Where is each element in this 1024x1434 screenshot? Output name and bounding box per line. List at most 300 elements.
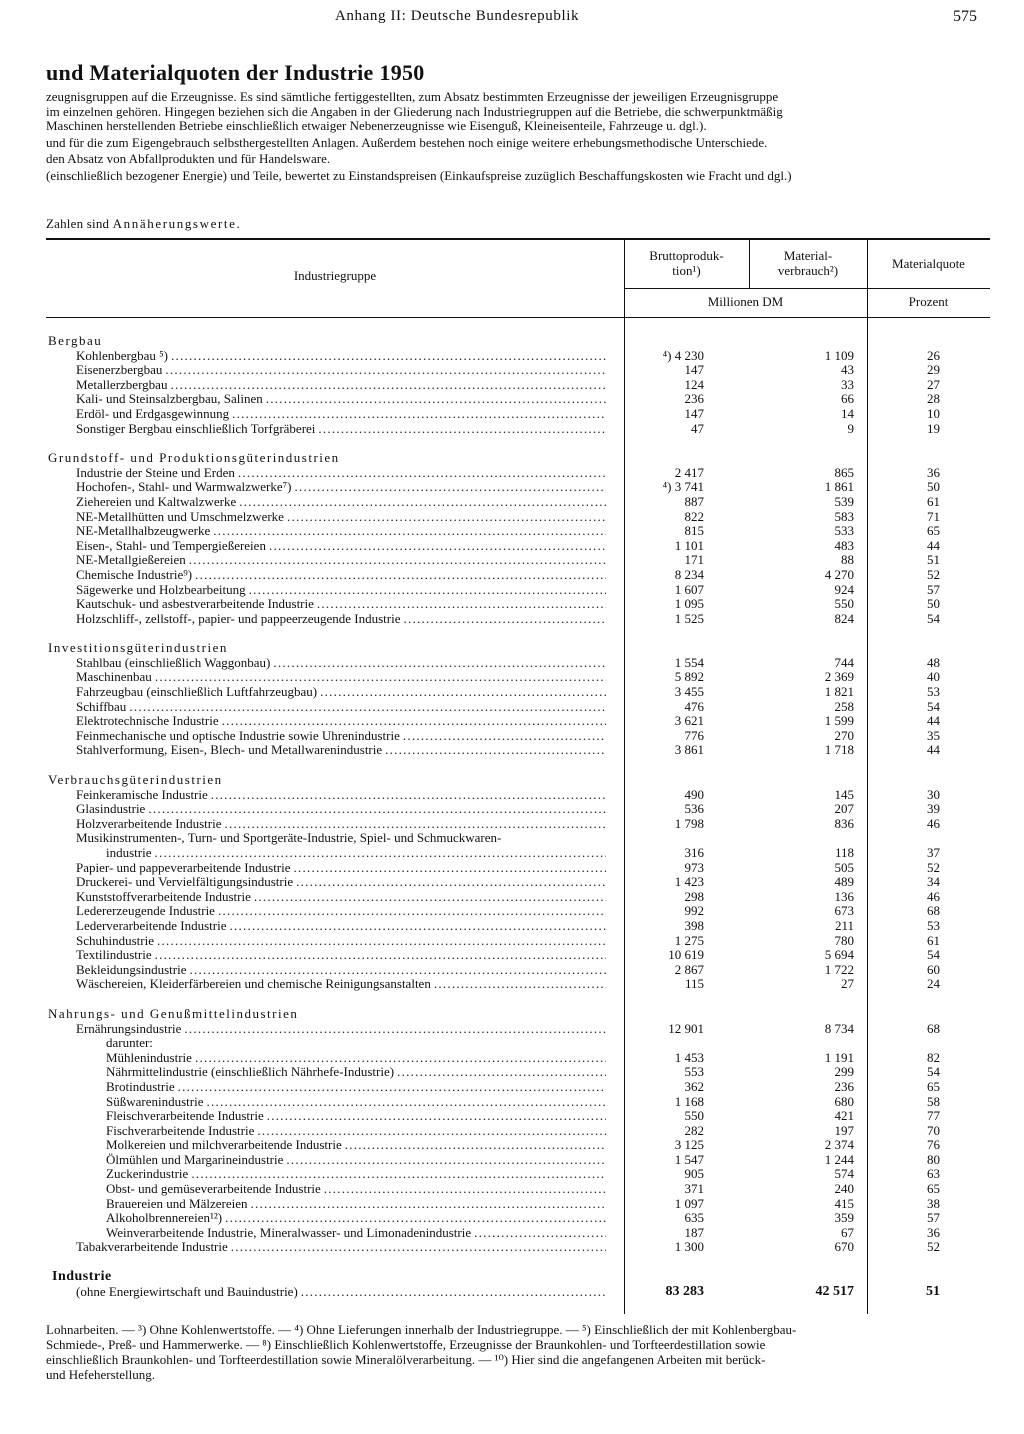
leader-dots <box>266 392 606 407</box>
leader-dots <box>434 977 606 992</box>
leader-dots <box>195 1051 606 1066</box>
row-label <box>76 729 606 744</box>
leader-dots <box>184 1022 606 1037</box>
row-label <box>106 1153 606 1168</box>
leader-dots <box>206 1095 606 1110</box>
row-label-text: Nahrungs- und Genußmittelindustrien <box>48 1006 299 1021</box>
page-title: und Materialquoten der Industrie 1950 <box>46 60 425 85</box>
bruttoproduktion-value: 550 <box>684 1108 704 1124</box>
row-label <box>76 568 606 583</box>
leader-dots <box>317 597 606 612</box>
row-label <box>76 378 606 393</box>
row-label <box>48 773 578 788</box>
table-row <box>46 1080 990 1095</box>
intro-line: im einzelnen gehören. Hingegen beziehen sich die Angaben in der Gliederung nach Industriegruppen auf die Betriebe, die schwerpunktmäßig <box>46 104 783 119</box>
table-body <box>46 334 990 1299</box>
bruttoproduktion-value: 490 <box>684 786 704 802</box>
row-label <box>106 1051 606 1066</box>
row-label-text: Stahlverformung, Eisen-, Blech- und Metallwarenindustrie <box>76 743 383 758</box>
materialverbrauch-value: 236 <box>834 1078 854 1094</box>
materialverbrauch-value: 421 <box>834 1108 854 1124</box>
row-label-text: Feinmechanische und optische Industrie sowie Uhrenindustrie <box>76 728 400 743</box>
footnote-line: einschließlich Braunkohlen- und Torfteerdestillation sowie Mineralölverarbeitung. — ¹⁰) Hier sind die angefangenen Arbeiten mit berück- <box>46 1352 766 1367</box>
materialquote-value: 39 <box>927 801 940 817</box>
materialquote-value: 61 <box>927 493 940 509</box>
materialquote-value: 30 <box>927 786 940 802</box>
row-label <box>76 583 606 598</box>
materialverbrauch-value: 483 <box>834 537 854 553</box>
materialverbrauch-value: 583 <box>834 508 854 524</box>
leader-dots <box>155 846 607 861</box>
row-label <box>106 1080 606 1095</box>
row-label <box>106 1182 606 1197</box>
bruttoproduktion-value: 2 417 <box>674 464 704 480</box>
bruttoproduktion-value: 187 <box>684 1224 704 1240</box>
table-row <box>46 817 990 832</box>
materialquote-value: 46 <box>927 815 940 831</box>
row-label <box>76 363 606 378</box>
row-label <box>76 349 606 364</box>
materialquote-value: 52 <box>927 859 940 875</box>
materialquote-value: 27 <box>927 376 940 392</box>
materialverbrauch-value: 1 191 <box>824 1049 854 1065</box>
row-label-text: Kali- und Steinsalzbergbau, Salinen <box>76 392 263 407</box>
bruttoproduktion-value: 3 455 <box>674 684 704 700</box>
row-label <box>76 685 606 700</box>
bruttoproduktion-value: 1 275 <box>674 932 704 948</box>
leader-dots <box>195 568 606 583</box>
leader-dots <box>404 612 607 627</box>
intro-text <box>46 90 991 184</box>
intro-line: den Absatz von Abfallprodukten und für Handelsware. <box>46 152 331 167</box>
table-row <box>46 597 990 612</box>
row-label <box>76 714 606 729</box>
row-label-text: Feinkeramische Industrie <box>76 787 208 802</box>
materialverbrauch-value: 744 <box>834 654 854 670</box>
leader-dots <box>257 1124 606 1139</box>
table-row <box>46 788 990 803</box>
bruttoproduktion-value: 776 <box>684 727 704 743</box>
materialverbrauch-value: 145 <box>834 786 854 802</box>
materialquote-value: 24 <box>927 976 940 992</box>
materialquote-value: 36 <box>927 1224 940 1240</box>
bruttoproduktion-value: 822 <box>684 508 704 524</box>
materialverbrauch-value: 359 <box>834 1210 854 1226</box>
leader-dots <box>170 378 606 393</box>
materialquote-value: 35 <box>927 727 940 743</box>
row-label <box>52 1270 582 1285</box>
materialquote-value: 57 <box>927 1210 940 1226</box>
row-label <box>76 875 606 890</box>
materialverbrauch-value: 4 270 <box>824 566 854 582</box>
materialverbrauch-value: 539 <box>834 493 854 509</box>
row-label-text: Ölmühlen und Margarineindustrie <box>106 1152 284 1167</box>
leader-dots <box>155 948 606 963</box>
leader-dots <box>397 1065 606 1080</box>
row-label <box>48 334 578 349</box>
materialverbrauch-value: 673 <box>834 903 854 919</box>
table-row <box>46 1109 990 1124</box>
row-label <box>76 802 606 817</box>
bruttoproduktion-value: 1 453 <box>674 1049 704 1065</box>
materialverbrauch-value: 1 722 <box>824 961 854 977</box>
materialverbrauch-value: 66 <box>841 391 854 407</box>
row-label-text: Ziehereien und Kaltwalzwerke <box>76 494 237 509</box>
materialverbrauch-value: 240 <box>834 1181 854 1197</box>
bruttoproduktion-value: 887 <box>684 493 704 509</box>
table-row <box>46 1197 990 1212</box>
row-label-text: NE-Metallhütten und Umschmelzwerke <box>76 509 284 524</box>
row-label <box>76 788 606 803</box>
materialquote-value: 51 <box>926 1283 940 1299</box>
materialverbrauch-value: 489 <box>834 874 854 890</box>
leader-dots <box>294 861 606 876</box>
row-label-text: NE-Metallhalbzeugwerke <box>76 524 211 539</box>
row-label <box>76 480 606 495</box>
row-label-text: Textilindustrie <box>76 948 152 963</box>
bruttoproduktion-value: 1 554 <box>674 654 704 670</box>
row-label-text: Industrie der Steine und Erden <box>76 465 235 480</box>
row-label <box>76 919 606 934</box>
bruttoproduktion-value: 398 <box>684 917 704 933</box>
materialverbrauch-value: 299 <box>834 1064 854 1080</box>
row-label-text: Molkereien und milchverarbeitende Industrie <box>106 1138 342 1153</box>
row-label-text: Weinverarbeitende Industrie, Mineralwasser- und Limonadenindustrie <box>106 1225 472 1240</box>
materialquote-value: 80 <box>927 1151 940 1167</box>
bruttoproduktion-value: 553 <box>684 1064 704 1080</box>
materialverbrauch-value: 270 <box>834 727 854 743</box>
materialquote-value: 54 <box>927 1064 940 1080</box>
row-label-text: Mühlenindustrie <box>106 1050 192 1065</box>
materialquote-value: 44 <box>927 713 940 729</box>
leader-dots <box>165 363 606 378</box>
row-label <box>76 466 606 481</box>
table-row <box>46 743 990 758</box>
row-label <box>106 1065 606 1080</box>
row-label-text: Sägewerke und Holzbearbeitung <box>76 582 246 597</box>
materialquote-value: 29 <box>927 362 940 378</box>
bruttoproduktion-value: 371 <box>684 1181 704 1197</box>
row-label-text: Holzverarbeitende Industrie <box>76 816 222 831</box>
table-row <box>46 349 990 364</box>
materialverbrauch-value: 550 <box>834 596 854 612</box>
table-row <box>46 714 990 729</box>
unit-prozent: Prozent <box>908 294 949 309</box>
bruttoproduktion-value: 1 547 <box>674 1151 704 1167</box>
category-row <box>46 334 990 349</box>
materialquote-value: 57 <box>927 581 940 597</box>
materialquote-value: 65 <box>927 1078 940 1094</box>
table-row <box>46 685 990 700</box>
table-row <box>46 480 990 495</box>
row-label <box>48 451 578 466</box>
leader-dots <box>171 349 606 364</box>
row-label-text: Chemische Industrie⁹) <box>76 567 193 582</box>
row-label-text: Schuhindustrie <box>76 933 154 948</box>
materialquote-value: 34 <box>927 874 940 890</box>
materialquote-value: 46 <box>927 888 940 904</box>
leader-dots <box>190 963 607 978</box>
bruttoproduktion-value: 3 861 <box>674 742 704 758</box>
table-row <box>46 1022 990 1037</box>
bruttoproduktion-value: 282 <box>684 1122 704 1138</box>
row-label-text: Bergbau <box>48 334 103 348</box>
materialquote-value: 53 <box>927 917 940 933</box>
row-label-text: Eisen-, Stahl- und Tempergießereien <box>76 538 266 553</box>
leader-dots <box>189 553 606 568</box>
row-label-text: (ohne Energiewirtschaft und Bauindustrie) <box>76 1284 298 1299</box>
row-label <box>76 1240 606 1255</box>
bruttoproduktion-value: 171 <box>684 552 704 568</box>
row-label-text: Lederverarbeitende Industrie <box>76 918 227 933</box>
leader-dots <box>301 1285 606 1300</box>
row-label-text: Papier- und pappeverarbeitende Industrie <box>76 860 291 875</box>
materialquote-value: 10 <box>927 405 940 421</box>
row-label <box>106 1109 606 1124</box>
materialquote-value: 54 <box>927 610 940 626</box>
materialquote-value: 54 <box>927 698 940 714</box>
materialverbrauch-value: 924 <box>834 581 854 597</box>
materialquote-value: 51 <box>927 552 940 568</box>
leader-dots <box>191 1167 606 1182</box>
header-bottom-rule <box>46 317 990 318</box>
row-label-text: NE-Metallgießereien <box>76 553 186 568</box>
running-title: Anhang II: Deutsche Bundesrepublik <box>335 8 580 24</box>
table-row <box>46 1285 990 1300</box>
row-label <box>76 407 606 422</box>
row-label-text: Ledererzeugende Industrie <box>76 904 215 919</box>
table-top-rule <box>46 238 990 240</box>
row-label <box>76 524 606 539</box>
materialquote-value: 19 <box>927 420 940 436</box>
leader-dots <box>295 480 606 495</box>
row-label-text: Fischverarbeitende Industrie <box>106 1123 255 1138</box>
materialverbrauch-value: 780 <box>834 932 854 948</box>
materialverbrauch-value: 14 <box>841 405 854 421</box>
row-label-text: Tabakverarbeitende Industrie <box>76 1240 228 1255</box>
leader-dots <box>213 524 606 539</box>
table-row <box>46 407 990 422</box>
materialverbrauch-value: 8 734 <box>824 1020 854 1036</box>
materialquote-value: 44 <box>927 742 940 758</box>
row-label-text: Verbrauchsgüterindustrien <box>48 773 223 788</box>
materialverbrauch-value: 197 <box>834 1122 854 1138</box>
industry-table <box>46 238 990 1318</box>
category-row <box>46 1007 990 1022</box>
bruttoproduktion-value: 10 619 <box>668 947 704 963</box>
leader-dots <box>318 422 606 437</box>
row-label <box>106 1124 606 1139</box>
materialquote-value: 58 <box>927 1093 940 1109</box>
materialverbrauch-value: 670 <box>834 1239 854 1255</box>
materialverbrauch-value: 9 <box>847 420 854 436</box>
leader-dots <box>320 685 606 700</box>
leader-dots <box>129 700 606 715</box>
bruttoproduktion-value: 316 <box>684 845 704 860</box>
bruttoproduktion-value: 12 901 <box>668 1020 704 1036</box>
materialverbrauch-value: 505 <box>834 859 854 875</box>
row-label-text: Brotindustrie <box>106 1079 175 1094</box>
header-materialverbrauch-line2: verbrauch²) <box>777 263 839 278</box>
row-label <box>76 831 606 846</box>
bruttoproduktion-value: 298 <box>684 888 704 904</box>
row-label-text: Glasindustrie <box>76 802 146 817</box>
materialverbrauch-value: 2 369 <box>824 669 854 685</box>
bruttoproduktion-value: 815 <box>684 523 704 539</box>
materialverbrauch-value: 136 <box>834 888 854 904</box>
header-bruttoproduktion-line2: tion¹) <box>672 263 701 278</box>
bruttoproduktion-value: 83 283 <box>665 1283 704 1299</box>
leader-dots <box>232 407 606 422</box>
row-label <box>48 641 578 656</box>
table-row <box>46 934 990 949</box>
row-label-text: Erdöl- und Erdgasgewinnung <box>76 406 230 421</box>
leader-dots <box>224 817 606 832</box>
bruttoproduktion-value: 1 300 <box>674 1239 704 1255</box>
row-label <box>76 861 606 876</box>
materialverbrauch-value: 415 <box>834 1195 854 1211</box>
bruttoproduktion-value: 1 798 <box>674 815 704 831</box>
bruttoproduktion-value: 47 <box>691 420 704 436</box>
row-label-text: darunter: <box>106 1036 153 1051</box>
materialverbrauch-value: 574 <box>834 1166 854 1182</box>
row-label <box>76 904 606 919</box>
intro-line: zeugnisgruppen auf die Erzeugnisse. Es sind sämtliche fertiggestellten, zum Absatz bestimmten Erzeugnisse der jeweiligen Erzeugnisgruppe <box>46 90 779 104</box>
leader-dots <box>267 1109 606 1124</box>
bruttoproduktion-value: 635 <box>684 1210 704 1226</box>
leader-dots <box>286 1153 606 1168</box>
materialquote-value: 71 <box>927 508 940 524</box>
table-row <box>46 802 990 817</box>
leader-dots <box>324 1182 606 1197</box>
table-row <box>46 1182 990 1197</box>
leader-dots <box>273 656 606 671</box>
row-label-text: Fleischverarbeitende Industrie <box>106 1109 264 1124</box>
row-label-text: Schiffbau <box>76 699 127 714</box>
row-label <box>76 890 606 905</box>
table-row <box>46 1153 990 1168</box>
intro-line: und für die zum Eigengebrauch selbsthergestellten Anlagen. Außerdem bestehen noch einige weitere erhebungsmethodische Unterschiede. <box>46 135 768 150</box>
table-row <box>46 363 990 378</box>
table-row <box>46 729 990 744</box>
materialverbrauch-value: 258 <box>834 698 854 714</box>
table-row <box>46 963 990 978</box>
page-number: 575 <box>953 8 977 25</box>
table-row <box>46 1036 990 1051</box>
bruttoproduktion-value: 5 892 <box>674 669 704 685</box>
materialquote-value: 54 <box>927 947 940 963</box>
table-row <box>46 948 990 963</box>
materialverbrauch-value: 42 517 <box>815 1283 854 1299</box>
table-row <box>46 1124 990 1139</box>
row-label <box>76 670 606 685</box>
table-row <box>46 1226 990 1241</box>
materialquote-value: 40 <box>927 669 940 685</box>
row-label-text: Bekleidungsindustrie <box>76 962 187 977</box>
materialquote-value: 70 <box>927 1122 940 1138</box>
row-label-text: Zuckerindustrie <box>106 1167 189 1182</box>
row-label-text: Ernährungsindustrie <box>76 1021 182 1036</box>
row-label <box>76 656 606 671</box>
leader-dots <box>178 1080 606 1095</box>
leader-dots <box>403 729 606 744</box>
table-row <box>46 831 990 846</box>
row-label <box>76 934 606 949</box>
materialverbrauch-value: 824 <box>834 610 854 626</box>
table-row <box>46 1240 990 1255</box>
footnote-line: Lohnarbeiten. — ³) Ohne Kohlenwertstoffe. — ⁴) Ohne Lieferungen innerhalb der Industriegruppe. — ⁵) Einschließlich der mit Kohlenbergbau- <box>46 1322 797 1337</box>
materialquote-value: 48 <box>927 654 940 670</box>
leader-dots <box>269 539 606 554</box>
materialverbrauch-value: 2 374 <box>824 1137 854 1153</box>
table-row <box>46 861 990 876</box>
materialverbrauch-value: 865 <box>834 464 854 480</box>
row-label-text: Druckerei- und Vervielfältigungsindustrie <box>76 875 294 890</box>
bruttoproduktion-value: 3 125 <box>674 1137 704 1153</box>
row-label <box>76 553 606 568</box>
row-label-text: Nährmittelindustrie (einschließlich Nährhefe-Industrie) <box>106 1065 395 1080</box>
materialquote-value: 52 <box>927 566 940 582</box>
table-row <box>46 495 990 510</box>
bruttoproduktion-value: 8 234 <box>674 566 704 582</box>
row-label-text: Alkoholbrennereien¹²) <box>106 1211 223 1226</box>
table-row <box>46 539 990 554</box>
bruttoproduktion-value: 905 <box>684 1166 704 1182</box>
leader-dots <box>225 1211 606 1226</box>
leader-dots <box>218 904 606 919</box>
materialverbrauch-value: 1 718 <box>824 742 854 758</box>
materialquote-value: 60 <box>927 961 940 977</box>
row-label <box>76 963 606 978</box>
bruttoproduktion-value: 536 <box>684 801 704 817</box>
row-label-text: Brauereien und Mälzereien <box>106 1196 248 1211</box>
row-label-text: Maschinenbau <box>76 670 152 685</box>
table-row <box>46 568 990 583</box>
materialverbrauch-value: 88 <box>841 552 854 568</box>
materialverbrauch-value: 533 <box>834 523 854 539</box>
leader-dots <box>345 1138 606 1153</box>
bruttoproduktion-value: 1 095 <box>674 596 704 612</box>
table-row <box>46 670 990 685</box>
materialquote-value: 65 <box>927 523 940 539</box>
row-label <box>76 392 606 407</box>
leader-dots <box>222 714 606 729</box>
table-row <box>46 1065 990 1080</box>
table-row <box>46 524 990 539</box>
category-row <box>46 641 990 656</box>
materialquote-value: 26 <box>927 347 940 363</box>
row-label <box>76 948 606 963</box>
bruttoproduktion-value: 1 097 <box>674 1195 704 1211</box>
note-prefix: Zahlen sind <box>46 216 110 231</box>
bruttoproduktion-value: 1 525 <box>674 610 704 626</box>
intro-line: (einschließlich bezogener Energie) und Teile, bewertet zu Einstandspreisen (Einkaufspreise zuzüglich Beschaffungskosten wie Fracht und dgl.) <box>46 168 792 183</box>
table-row <box>46 1167 990 1182</box>
materialverbrauch-value: 207 <box>834 801 854 817</box>
row-label <box>106 1036 606 1051</box>
table-row <box>46 700 990 715</box>
leader-dots <box>230 919 606 934</box>
leader-dots <box>238 466 606 481</box>
materialquote-value: 37 <box>927 845 940 860</box>
leader-dots <box>250 1197 606 1212</box>
row-label-text: Elektrotechnische Industrie <box>76 714 219 729</box>
materialverbrauch-value: 33 <box>841 376 854 392</box>
table-row <box>46 977 990 992</box>
bruttoproduktion-value: 1 607 <box>674 581 704 597</box>
table-row <box>46 1095 990 1110</box>
materialverbrauch-value: 118 <box>834 845 854 860</box>
